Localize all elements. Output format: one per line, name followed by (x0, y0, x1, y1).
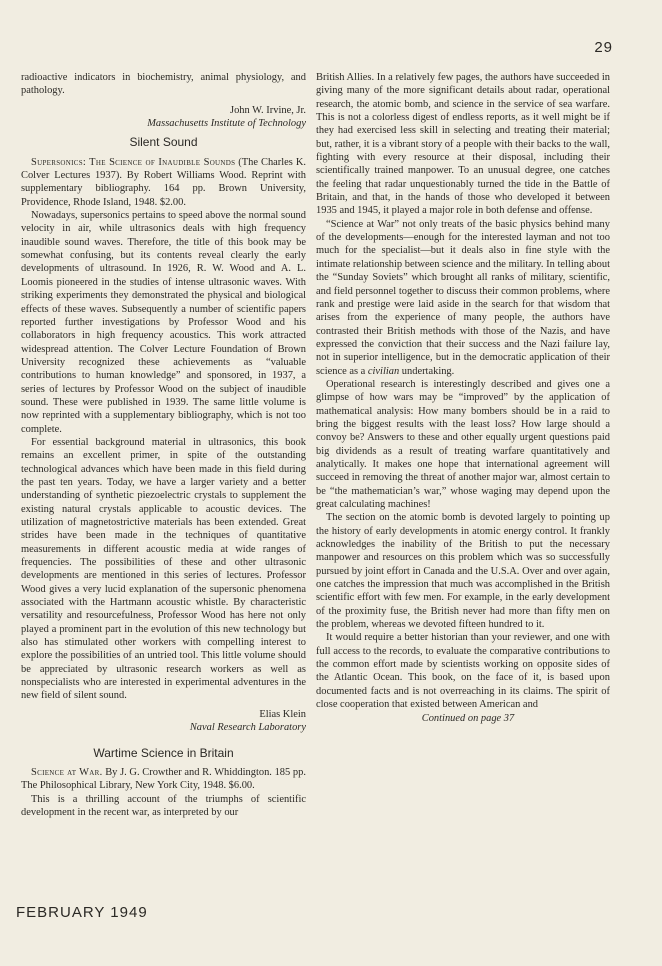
emphasis-civilian: civilian (367, 365, 400, 377)
citation-details: By J. G. Crowther and R. Whiddington. 185 pp. The Philosophical Library, New York City, 1948. $6.00. (21, 766, 306, 792)
citation-title: Supersonics: The Science of Inaudible Sounds (31, 156, 236, 168)
paragraph-text: undertaking. (399, 365, 455, 377)
review-paragraph: The section on the atomic bomb is devoted largely to pointing up the history of early developments in atomic energy control. It frankly acknowledges the inability of the British to put the necessary manpower and resources on this problem which was so successfully pursued by joint effort in Canada and the U.S.A. Over and over again, one catches the impression that much was accomplished in the British scientific effort with few men. For example, in the early development of the proximity fuse, the British never had more than fifty men on the problem, whereas we devoted fifteen hundred to it. (316, 512, 610, 631)
page-number: 29 (594, 39, 613, 56)
intro-paragraph: radioactive indicators in biochemistry, animal physiology, and pathology. (21, 72, 306, 97)
citation-supersonics (21, 156, 306, 209)
continued-on-page-link[interactable]: Continued on page 37 (421, 712, 515, 724)
signature-name-klein: Elias Klein (259, 708, 306, 720)
review-paragraph: For essential background material in ultrasonics, this book remains an excellent primer, in spite of the outstanding technological advances which have been made in this field during the past ten years. Today, we have a larger variety and a better understanding of synthetic piezoelectric crystals to supplement the existing natural crystals applicable to acoustic devices. The utilization of magnetostrictive materials has been extended. Great strides have been made in the techniques of quantitative measurements in different acoustic media at wide ranges of frequencies. The possibilities of these and other ultrasonic developments are mentioned in this series of lectures. Professor Wood gives a very lucid explanation of the supersonic phenomena associated with the Hartmann acoustic whistle. By characteristic versatility and resourcefulness, Professor Wood has here not only played a prominent part in the evolution of this new technology but also has stimulated other workers with compelling interest to explore the possibilities of an untried tool. This little volume should be appreciated by ultrasonic research workers as well as nonspecialists who are interested in experimental adventures in the new field of silent sound. (21, 436, 306, 702)
paragraph-text: “Science at War” not only treats of the basic physics behind many of the developments—enough for the interested layman and not too much for the specialist—but it deals also in fine style with the intimate relationship between science and the military. In telling about the “Sunday Soviets” which brought all ranks of military, scientific, and field personnel together to discuss their common problems, where rank and prestige were laid aside in the search for that wisdom that arises from the experience of many people, the authors have contrasted their British methods with those of the Nazis, and have expressed the conviction that their success and the Nazi failure lay, not in superior intelligence, but in the democratic application of their science as a (316, 218, 610, 377)
citation-title: Science at War. (31, 766, 103, 778)
review-paragraph: British Allies. In a relatively few pages, the authors have succeeded in giving many of the more significant details about radar, operational research, the atomic bomb, and science in the service of sea warfare. This is not a colorless digest of endless reports, as it well might be if they had exercised less skill in selecting and treating their material; but, rather, it is a vibrant story of a people with their backs to the wall, fighting with every resource at their disposal, including their scientifically trained manpower. To an unusual degree, one catches the feeling that radar unquestionably turned the tide in the Battle of Britain, and that, in the hands of those who developed it between 1935 and 1945, it played a major role in both defense and offense. (316, 72, 610, 217)
citation-details: (The Charles K. Colver Lectures 1937). By Robert Williams Wood. Reprint with supplementary bibliography. 164 pp. Brown University, Providence, Rhode Island, 1948. $2.00. (21, 156, 306, 208)
review-paragraph (316, 218, 610, 378)
signature-affiliation-nrl: Naval Research Laboratory (189, 722, 306, 734)
signature-affiliation-mit: Massachusetts Institute of Technology (147, 118, 306, 130)
review-paragraph: It would require a better historian than your reviewer, and one with full access to the records, to evaluate the comparative contributions to the common effort made by scientists working on opposite sides of the Atlantic Ocean. This book, on the face of it, is based upon documented facts and is not overreaching in its claims. The spirit of close cooperation that existed between American and (316, 632, 610, 711)
review-paragraph: Nowadays, supersonics pertains to speed above the normal sound velocity in air, while ultrasonics deals with high frequency inaudible sound waves. Therefore, the title of this book may be somewhat confusing, but its contents reveal clearly the early developments of ultrasound. In 1926, R. W. Wood and A. L. Loomis pioneered in the studies of intense ultrasonic waves. With striking experiments they demonstrated the physical and biological effects of these waves. Subsequently a number of scientific papers reported further investigations by Professor Wood and his collaborators in high frequency acoustics. This work attracted widespread attention. The Colver Lecture Foundation of Brown University recognized these achievements as “valuable contributions to human knowledge” and sponsored, in 1937, a series of lectures by Professor Wood on the subject of inaudible sound. These were published in 1939. The same little volume is now reprinted with a supplementary bibliography, which is not too complete. (21, 210, 306, 435)
review-paragraph: Operational research is interestingly described and gives one a glimpse of how wars may be “improved” by the application of mathematical analysis: How many bombers should be in a raid to bring the biggest results with the least loss? How large should a convoy be? Answers to these and other equally urgent questions paid big dividends as a result of treating warfare quantitatively and analytically. It makes one hope that international agreement will succeed in removing the threat of another major war, almost certain to be “the mathematician’s war,” whose waging may depend upon the great calculating machines! (316, 378, 610, 510)
signature-name-irvine: John W. Irvine, Jr. (230, 104, 306, 116)
review-heading-silent-sound: Silent Sound (129, 135, 198, 150)
left-column (21, 71, 306, 819)
review-paragraph: This is a thrilling account of the triumphs of scientific development in the recent war, as interpreted by our (21, 793, 306, 818)
footer-date: FEBRUARY 1949 (16, 904, 148, 921)
citation-science-at-war (21, 766, 306, 793)
review-heading-wartime-science: Wartime Science in Britain (93, 745, 234, 760)
right-column (316, 71, 610, 725)
